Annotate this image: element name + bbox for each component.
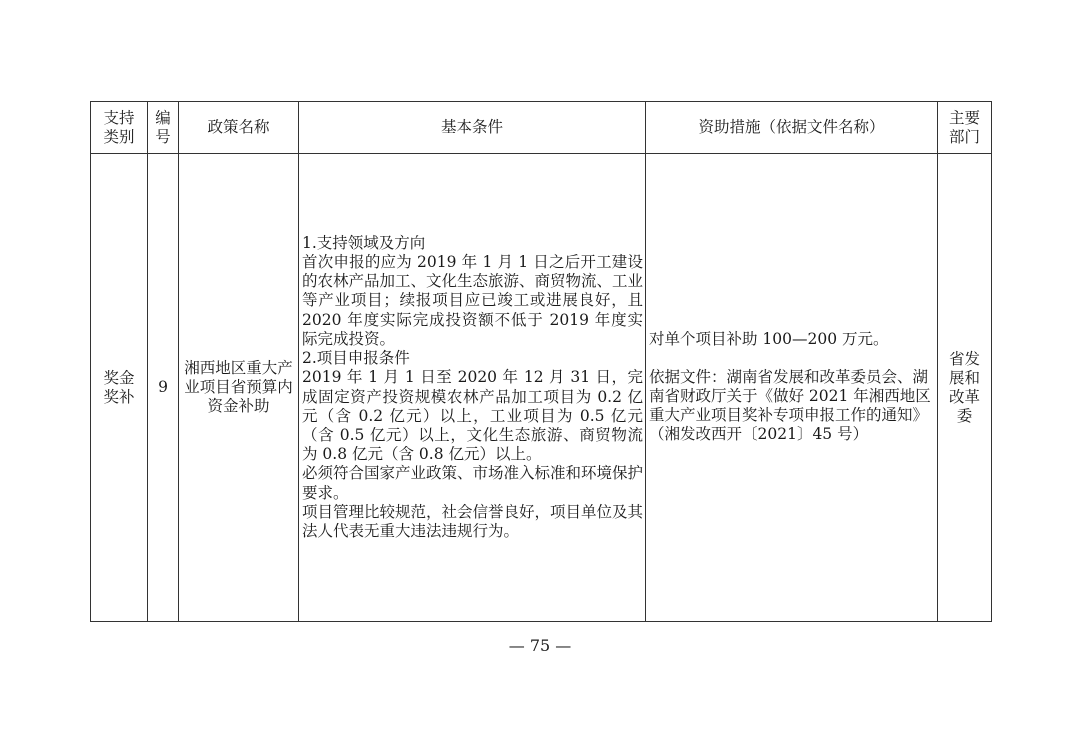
- policy-table: [90, 101, 992, 622]
- condition-line: 首次申报的应为 2019 年 1 月 1 日之后开工建设的农林产品加工、文化生态旅游、商贸物流、工业等产业项目；续报项目应已竣工或进展良好，且 2020 年度实际完成投资额不低于 2019 年度实际完成投资。: [302, 253, 644, 348]
- table-row: [91, 154, 992, 622]
- aid-amount: 对单个项目补助 100—200 万元。: [649, 330, 889, 349]
- cell-conditions: [299, 154, 646, 622]
- aid-basis-document: 依据文件：湖南省发展和改革委员会、湖南省财政厅关于《做好 2021 年湘西地区重大产业项目奖补专项申报工作的通知》（湘发改西开〔2021〕45 号）: [649, 367, 931, 444]
- header-policy-name: 政策名称: [179, 102, 299, 154]
- cell-number: 9: [148, 154, 179, 622]
- header-conditions: 基本条件: [299, 102, 646, 154]
- cell-category: 奖金奖补: [91, 154, 148, 622]
- condition-line: 2019 年 1 月 1 日至 2020 年 12 月 31 日，完成固定资产投资规模农林产品加工项目为 0.2 亿元（含 0.2 亿元）以上，工业项目为 0.5 亿元（含 0.5 亿元）以上，文化生态旅游、商贸物流为 0.8 亿元（含 0.8 亿元）以上。: [302, 368, 643, 464]
- condition-line: 必须符合国家产业政策、市场准入标准和环境保护要求。: [302, 464, 644, 502]
- condition-line: 项目管理比较规范，社会信誉良好，项目单位及其法人代表无重大违法违规行为。: [302, 502, 644, 540]
- table-header-row: [91, 102, 992, 154]
- page-number: — 75 —: [508, 636, 572, 655]
- header-number: 编号: [148, 102, 179, 154]
- cell-aid-measures: [646, 154, 938, 622]
- condition-line: 2.项目申报条件: [302, 349, 410, 368]
- cell-policy-name: 湘西地区重大产业项目省预算内资金补助: [179, 154, 299, 622]
- condition-line: 1.支持领域及方向: [302, 233, 426, 252]
- header-aid-measures: 资助措施（依据文件名称）: [646, 102, 938, 154]
- header-category: 支持类别: [91, 102, 148, 154]
- header-department: 主要部门: [938, 102, 992, 154]
- cell-department: 省发展和改革委: [938, 154, 992, 622]
